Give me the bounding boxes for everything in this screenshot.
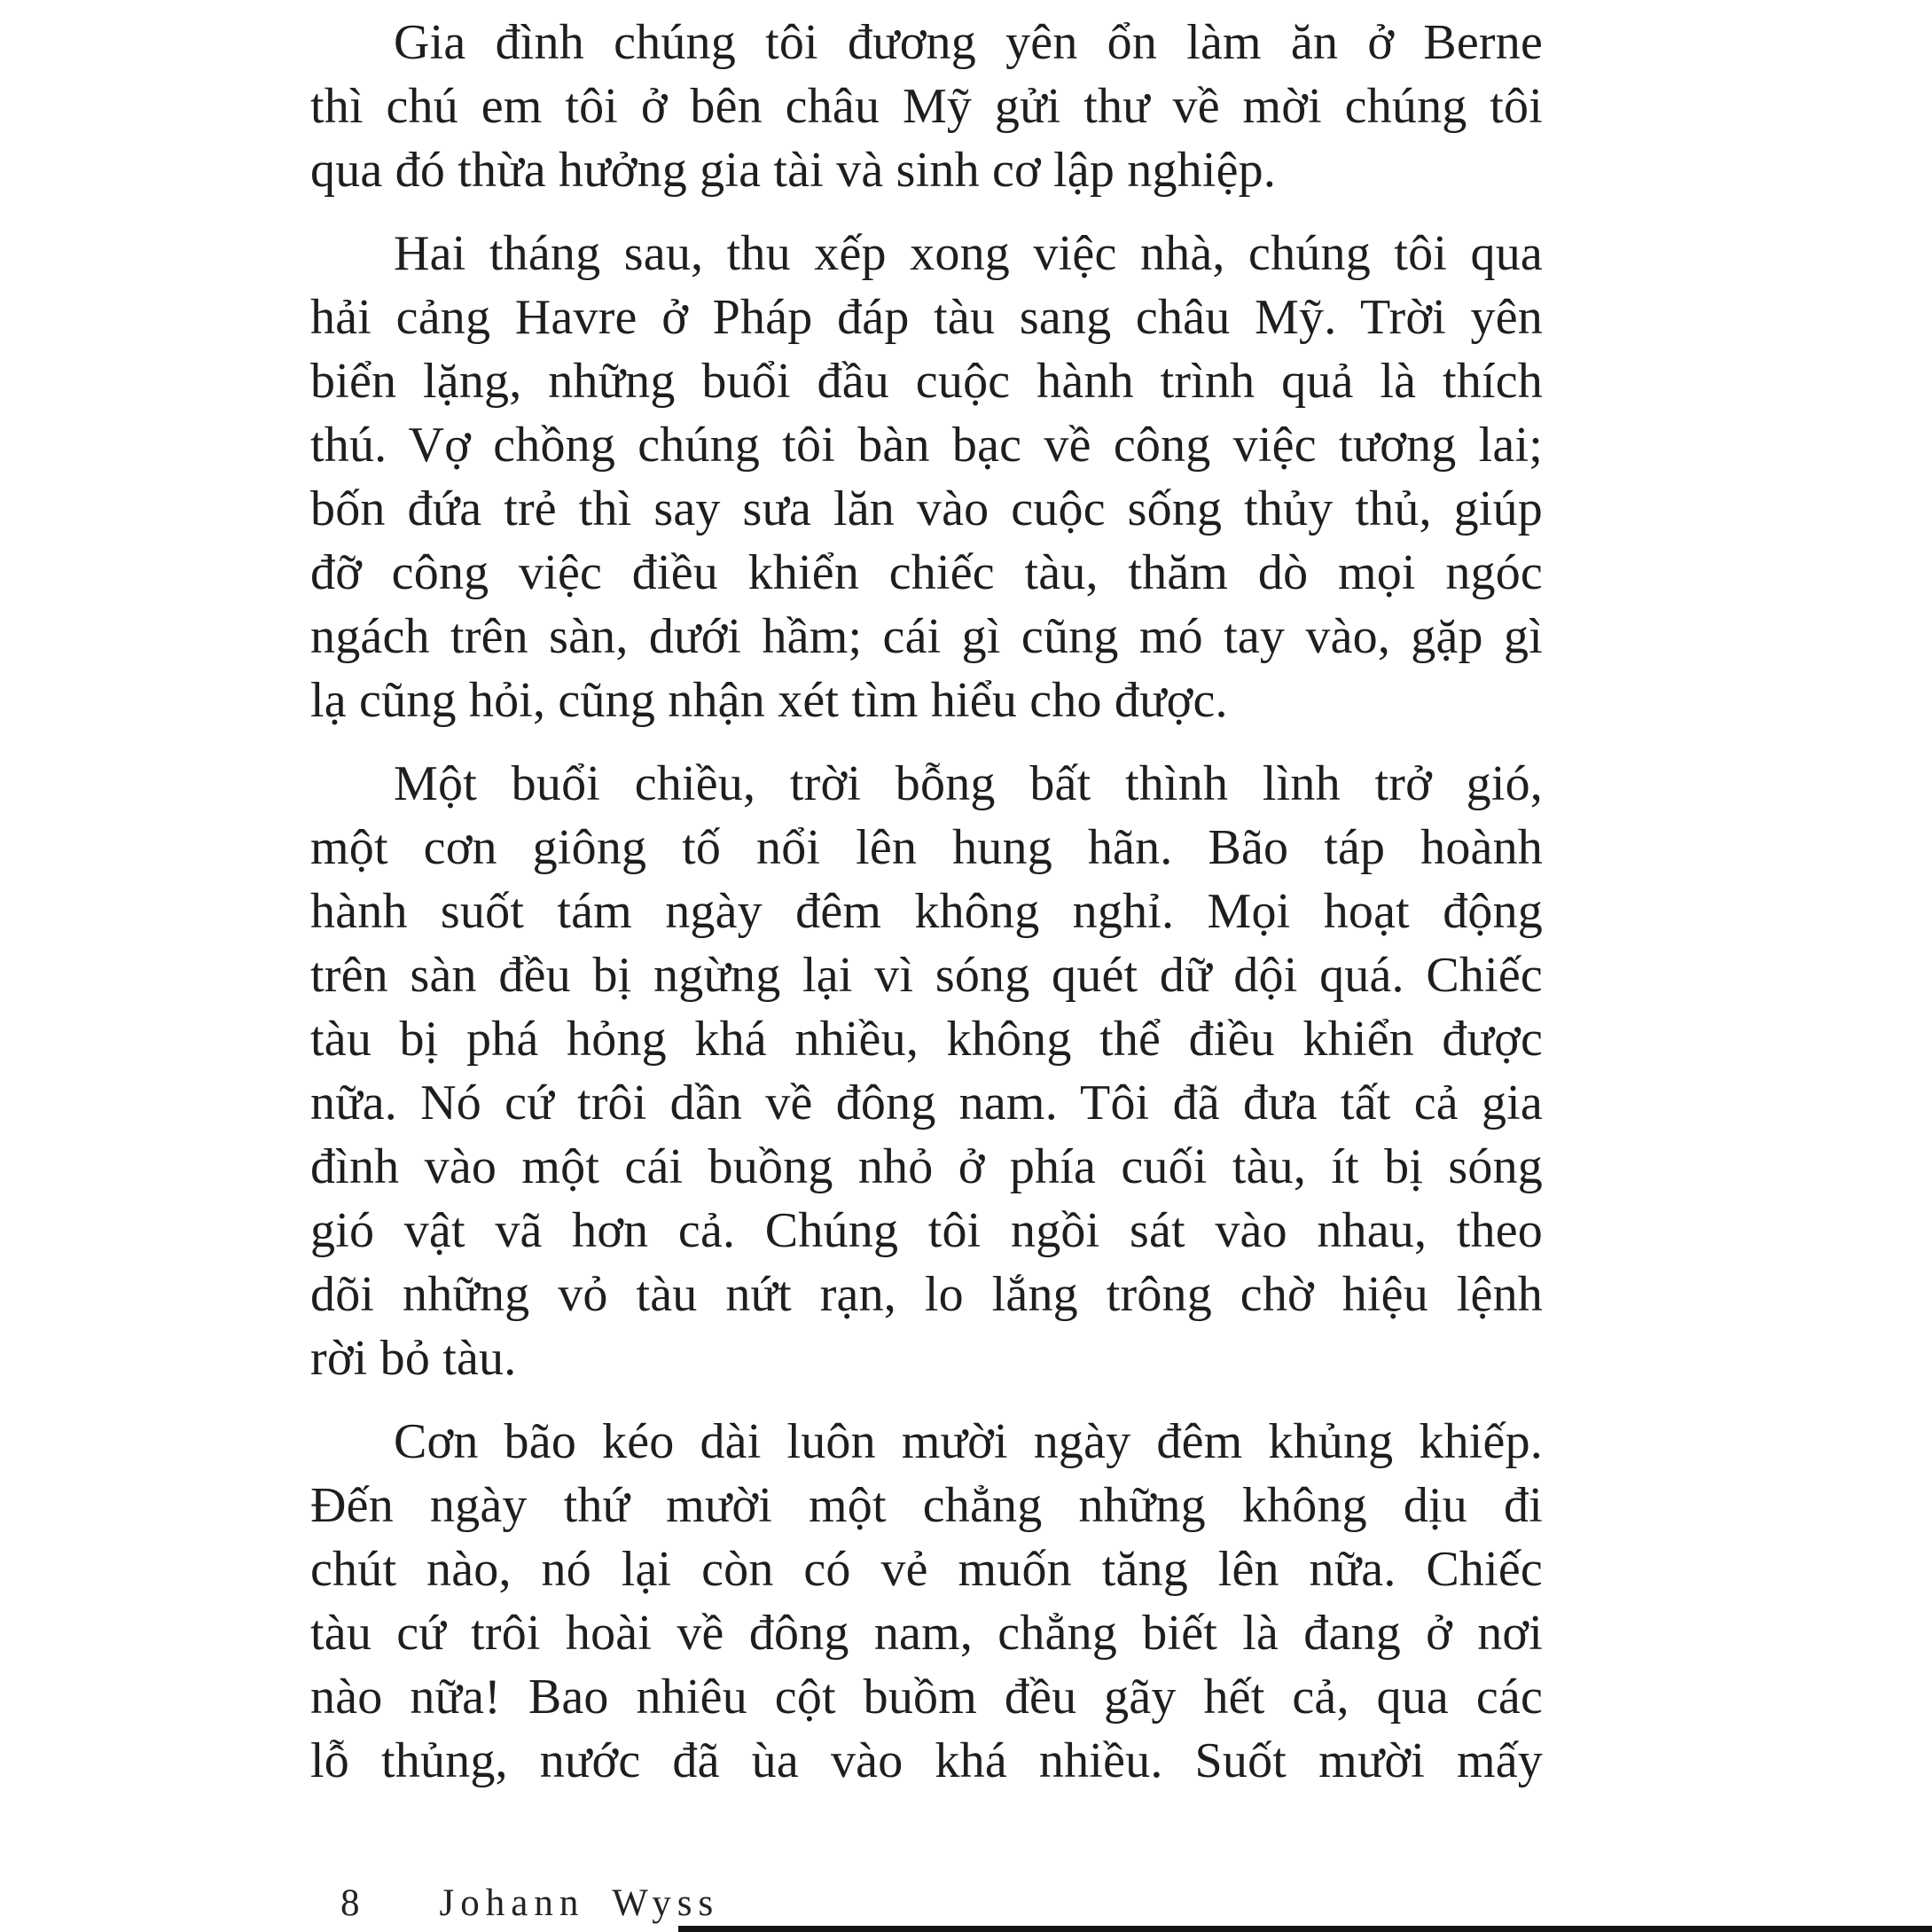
text-line: gió vật vã hơn cả. Chúng tôi ngồi sát vào nhau, theo (310, 1203, 1543, 1258)
text-line: hành suốt tám ngày đêm không nghỉ. Mọi hoạt động (310, 884, 1543, 939)
text-line: thì chú em tôi ở bên châu Mỹ gửi thư về mời chúng tôi (310, 79, 1543, 134)
text-line: nào nữa! Bao nhiêu cột buồm đều gãy hết cả, qua các (310, 1670, 1543, 1725)
text-line: tàu cứ trôi hoài về đông nam, chẳng biết là đang ở nơi (310, 1606, 1543, 1661)
text-line: một cơn giông tố nổi lên hung hãn. Bão táp hoành (310, 820, 1543, 875)
text-line: ngách trên sàn, dưới hầm; cái gì cũng mó tay vào, gặp gì (310, 609, 1543, 664)
text-line: bốn đứa trẻ thì say sưa lăn vào cuộc sống thủy thủ, giúp (310, 481, 1543, 536)
text-line: thú. Vợ chồng chúng tôi bàn bạc về công việc tương lai; (310, 418, 1543, 473)
text-line: Gia đình chúng tôi đương yên ổn làm ăn ở Berne (394, 15, 1543, 70)
text-line: lạ cũng hỏi, cũng nhận xét tìm hiểu cho được. (310, 673, 1228, 728)
page-footer (340, 1881, 719, 1925)
text-line: Hai tháng sau, thu xếp xong việc nhà, chúng tôi qua (394, 226, 1543, 281)
paragraph (310, 1410, 1543, 1793)
text-line: dõi những vỏ tàu nứt rạn, lo lắng trông chờ hiệu lệnh (310, 1267, 1543, 1322)
scan-edge-artifact (678, 1926, 1932, 1932)
paragraph (310, 222, 1543, 732)
text-line: nữa. Nó cứ trôi dần về đông nam. Tôi đã đưa tất cả gia (310, 1076, 1543, 1130)
text-line: rời bỏ tàu. (310, 1331, 517, 1386)
text-line: Cơn bão kéo dài luôn mười ngày đêm khủng khiếp. (394, 1414, 1543, 1469)
text-line: hải cảng Havre ở Pháp đáp tàu sang châu Mỹ. Trời yên (310, 290, 1543, 345)
page-number: 8 (340, 1882, 362, 1924)
text-block (310, 11, 1543, 1793)
text-line: Đến ngày thứ mười một chẳng những không dịu đi (310, 1478, 1543, 1533)
text-line: lỗ thủng, nước đã ùa vào khá nhiều. Suốt mười mấy (310, 1733, 1543, 1788)
text-line: chút nào, nó lại còn có vẻ muốn tăng lên nữa. Chiếc (310, 1542, 1543, 1597)
text-line: qua đó thừa hưởng gia tài và sinh cơ lập nghiệp. (310, 143, 1277, 198)
text-line: biển lặng, những buổi đầu cuộc hành trình quả là thích (310, 354, 1543, 409)
text-line: đỡ công việc điều khiển chiếc tàu, thăm dò mọi ngóc (310, 545, 1543, 600)
text-line: trên sàn đều bị ngừng lại vì sóng quét dữ dội quá. Chiếc (310, 948, 1543, 1003)
text-line: tàu bị phá hỏng khá nhiều, không thể điều khiển được (310, 1012, 1543, 1067)
paragraph (310, 752, 1543, 1390)
text-line: Một buổi chiều, trời bỗng bất thình lình trở gió, (394, 756, 1543, 811)
paragraph (310, 11, 1543, 202)
footer-author: Johann Wyss (439, 1882, 720, 1924)
text-line: đình vào một cái buồng nhỏ ở phía cuối tàu, ít bị sóng (310, 1139, 1543, 1194)
